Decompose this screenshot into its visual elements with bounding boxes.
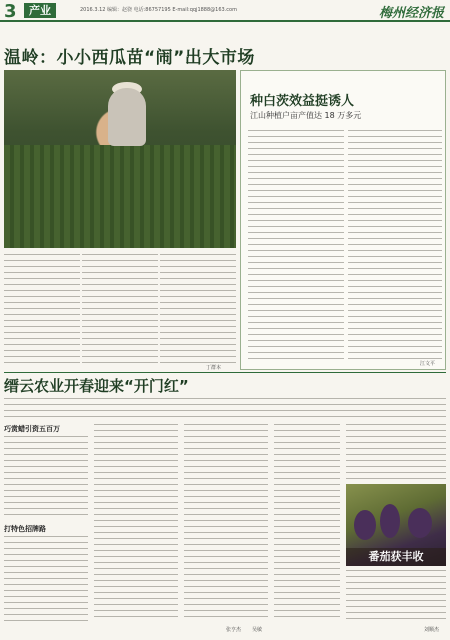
sidebar-author: 江文平 [420, 361, 436, 367]
main-body-col-3 [160, 254, 236, 364]
eggplant-fruit [354, 510, 376, 540]
second-body-col-2 [94, 424, 178, 622]
harvest-photo-caption: 番茄获丰收 [346, 548, 446, 566]
subhead-investment: 巧赏蜡引资五百万 [4, 425, 60, 433]
eggplant-fruit [408, 508, 432, 538]
second-body-col-1 [4, 436, 88, 518]
second-headline: 缙云农业开春迎来“开门红” [4, 377, 189, 395]
sidebar-body-col-1 [248, 130, 344, 360]
photo-caption-text [346, 570, 446, 620]
second-body-col-4 [274, 424, 340, 622]
main-author: 丁群本 [206, 365, 222, 371]
second-author-1: 张亨杰 [226, 627, 242, 633]
second-body-col-3 [184, 424, 268, 622]
section-label: 产业 [24, 3, 56, 18]
masthead [0, 0, 450, 22]
second-body-col-1b [4, 536, 88, 622]
subhead-brand: 打特色招牌路 [4, 525, 46, 533]
second-body-col-5 [346, 424, 446, 480]
masthead-meta: 2016.3.12 编辑：赵骁 电话:86757195 E-mail:qqj1888@163.com [80, 7, 237, 13]
sidebar-headline: 种白茨效益挺诱人 [250, 94, 355, 109]
photo-author: 刘顺杰 [424, 627, 440, 633]
main-body-col-1 [4, 254, 80, 364]
vendor-figure [108, 88, 146, 146]
sidebar-subheadline: 江山种植户亩产值达 18 万多元 [250, 111, 362, 120]
sidebar-body-col-2 [348, 130, 442, 360]
second-lead [4, 398, 446, 418]
harvest-photo [346, 484, 446, 566]
market-photo [4, 70, 236, 248]
eggplant-fruit [380, 504, 400, 538]
second-author-2: 吴敏 [252, 627, 263, 633]
section-divider [4, 372, 446, 373]
newspaper-logo: 梅州经济报 [378, 6, 444, 21]
page-number: 3 [4, 1, 17, 22]
main-body-col-2 [82, 254, 158, 364]
seedling-trays [4, 145, 236, 248]
main-headline: 温岭：小小西瓜苗“闹”出大市场 [4, 48, 255, 68]
